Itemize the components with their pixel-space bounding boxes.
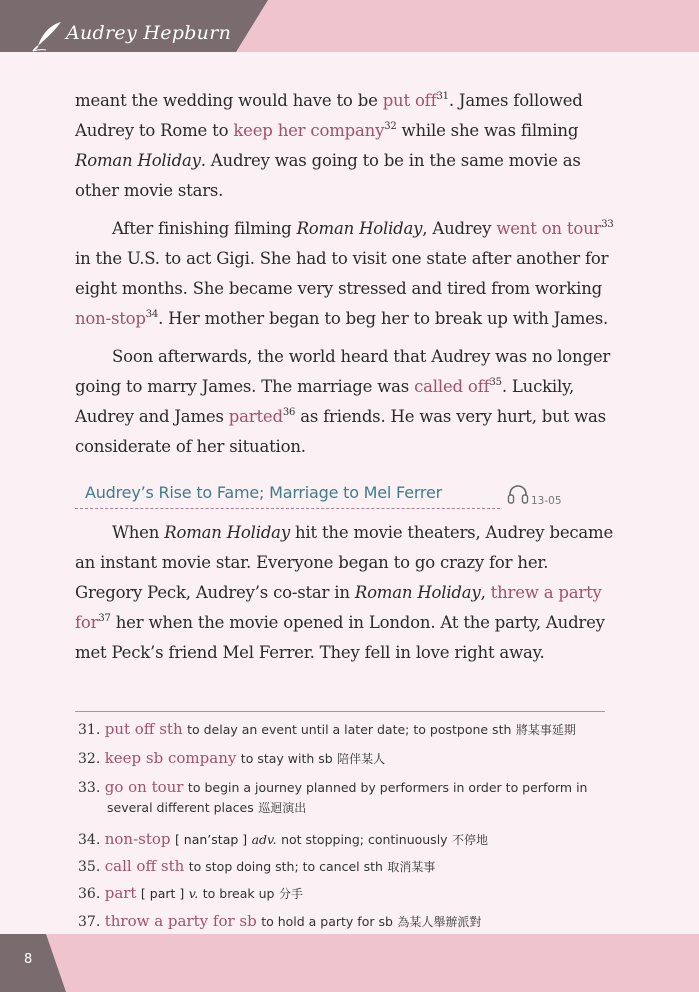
glossary-number: 32. — [78, 751, 101, 767]
movie-title: Roman Holiday — [296, 219, 423, 238]
footnote-ref: 36 — [282, 407, 296, 418]
text-run: . Luckily, Audrey and James — [75, 377, 575, 426]
footer-band — [0, 934, 699, 992]
movie-title: Roman Holiday — [75, 151, 201, 170]
vocab-term: called off — [414, 377, 490, 396]
section-divider — [75, 508, 500, 509]
glossary-definition: to hold a party for sb — [261, 914, 393, 929]
glossary-definition: to break up — [202, 886, 275, 901]
glossary-part-of-speech: adv. — [251, 832, 277, 847]
glossary-definition-continued: several different places — [107, 800, 254, 815]
glossary-item — [78, 720, 608, 740]
main-text — [75, 86, 615, 668]
glossary-number: 31. — [78, 722, 101, 738]
text-run: hit the movie theaters, Audrey became an instant movie star. Everyone began to go crazy for her. Gregory Peck, Audrey’s co-star in — [75, 523, 614, 602]
text-run: in the U.S. to act Gigi. She had to visit one state after another for eight months. She became very stressed and tired from working — [75, 249, 609, 298]
glossary-item — [78, 884, 608, 904]
quill-icon — [30, 20, 64, 52]
text-run: . Her mother began to beg her to break up with James. — [158, 309, 609, 328]
glossary-term: call off sth — [104, 857, 185, 875]
text-run: Soon afterwards, the world heard that Audrey was no longer going to marry James. The marriage was — [75, 347, 611, 396]
text-run: as friends. He was very hurt, but was considerate of her situation. — [75, 407, 606, 456]
paragraph — [75, 214, 615, 334]
glossary-pronunciation: [ nan’stap ] — [174, 832, 248, 847]
book-title: Audrey Hepburn — [66, 22, 232, 44]
headphones-icon[interactable] — [507, 484, 529, 504]
page-number: 8 — [24, 952, 33, 967]
paragraph — [75, 342, 615, 462]
glossary-definition: to delay an event until a later date; to postpone sth — [187, 722, 512, 737]
text-run: When — [112, 523, 165, 542]
paragraph — [75, 86, 615, 206]
glossary-item — [78, 857, 608, 877]
glossary-number: 37. — [78, 914, 101, 930]
vocab-term: keep her company — [233, 121, 385, 140]
vocab-term: threw a party for — [75, 583, 602, 632]
glossary-term: go on tour — [104, 778, 184, 796]
vocab-term: put off — [382, 91, 437, 110]
text-run: . James followed Audrey to Rome to — [75, 91, 583, 140]
footnote-ref: 31 — [436, 91, 449, 102]
glossary-part-of-speech: v. — [188, 886, 199, 901]
section-heading — [75, 480, 615, 514]
audio-track-number: 13-05 — [531, 495, 562, 507]
glossary-item — [78, 912, 608, 932]
movie-title: Roman Holiday — [354, 583, 481, 602]
footnote-ref: 37 — [98, 613, 111, 624]
movie-title: Roman Holiday — [164, 523, 290, 542]
text-run: , Audrey — [422, 219, 497, 238]
glossary-translation: 不停地 — [452, 833, 489, 847]
glossary-translation: 陪伴某人 — [337, 752, 386, 766]
vocab-term: parted — [228, 407, 283, 426]
text-run: meant the wedding would have to be — [75, 91, 383, 110]
glossary-translation: 將某事延期 — [515, 723, 576, 737]
footnote-ref: 33 — [601, 219, 614, 230]
glossary-translation: 巡迴演出 — [258, 801, 307, 815]
glossary-definition: not stopping; continuously — [281, 832, 448, 847]
glossary-definition: to stay with sb — [240, 751, 333, 766]
glossary-term: part — [104, 884, 137, 902]
glossary-item — [78, 830, 608, 850]
glossary-number: 36. — [78, 886, 101, 902]
glossary-item — [78, 749, 608, 769]
glossary-term: keep sb company — [104, 749, 237, 767]
glossary-term: put off sth — [104, 720, 183, 738]
footnote-ref: 34 — [145, 309, 159, 320]
glossary-definition: to begin a journey planned by performers in order to perform in — [187, 780, 588, 795]
vocab-term: non-stop — [75, 309, 146, 328]
vocab-term: went on tour — [496, 219, 602, 238]
glossary-translation: 分手 — [278, 887, 303, 901]
text-run: After finishing filming — [112, 219, 297, 238]
paragraph — [75, 518, 615, 668]
glossary-item — [78, 778, 608, 818]
glossary-translation: 取消某事 — [387, 860, 436, 874]
glossary-translation: 為某人舉辦派對 — [397, 915, 482, 929]
text-run: , — [480, 583, 491, 602]
footnote-ref: 35 — [489, 377, 502, 388]
glossary-number: 34. — [78, 832, 101, 848]
text-run: . Audrey was going to be in the same movie as other movie stars. — [75, 151, 581, 200]
text-run: her when the movie opened in London. At the party, Audrey met Peck’s friend Mel Ferrer. They fell in love right away. — [75, 613, 605, 662]
glossary-divider — [75, 711, 605, 712]
glossary-term: non-stop — [104, 830, 171, 848]
text-run: while she was filming — [396, 121, 579, 140]
glossary-term: throw a party for sb — [104, 912, 257, 930]
glossary-number: 33. — [78, 780, 101, 796]
glossary-number: 35. — [78, 859, 101, 875]
glossary-pronunciation: [ part ] — [140, 886, 185, 901]
footnote-ref: 32 — [384, 121, 397, 132]
glossary-definition: to stop doing sth; to cancel sth — [188, 859, 383, 874]
section-title: Audrey’s Rise to Fame; Marriage to Mel Ferrer — [85, 483, 442, 502]
